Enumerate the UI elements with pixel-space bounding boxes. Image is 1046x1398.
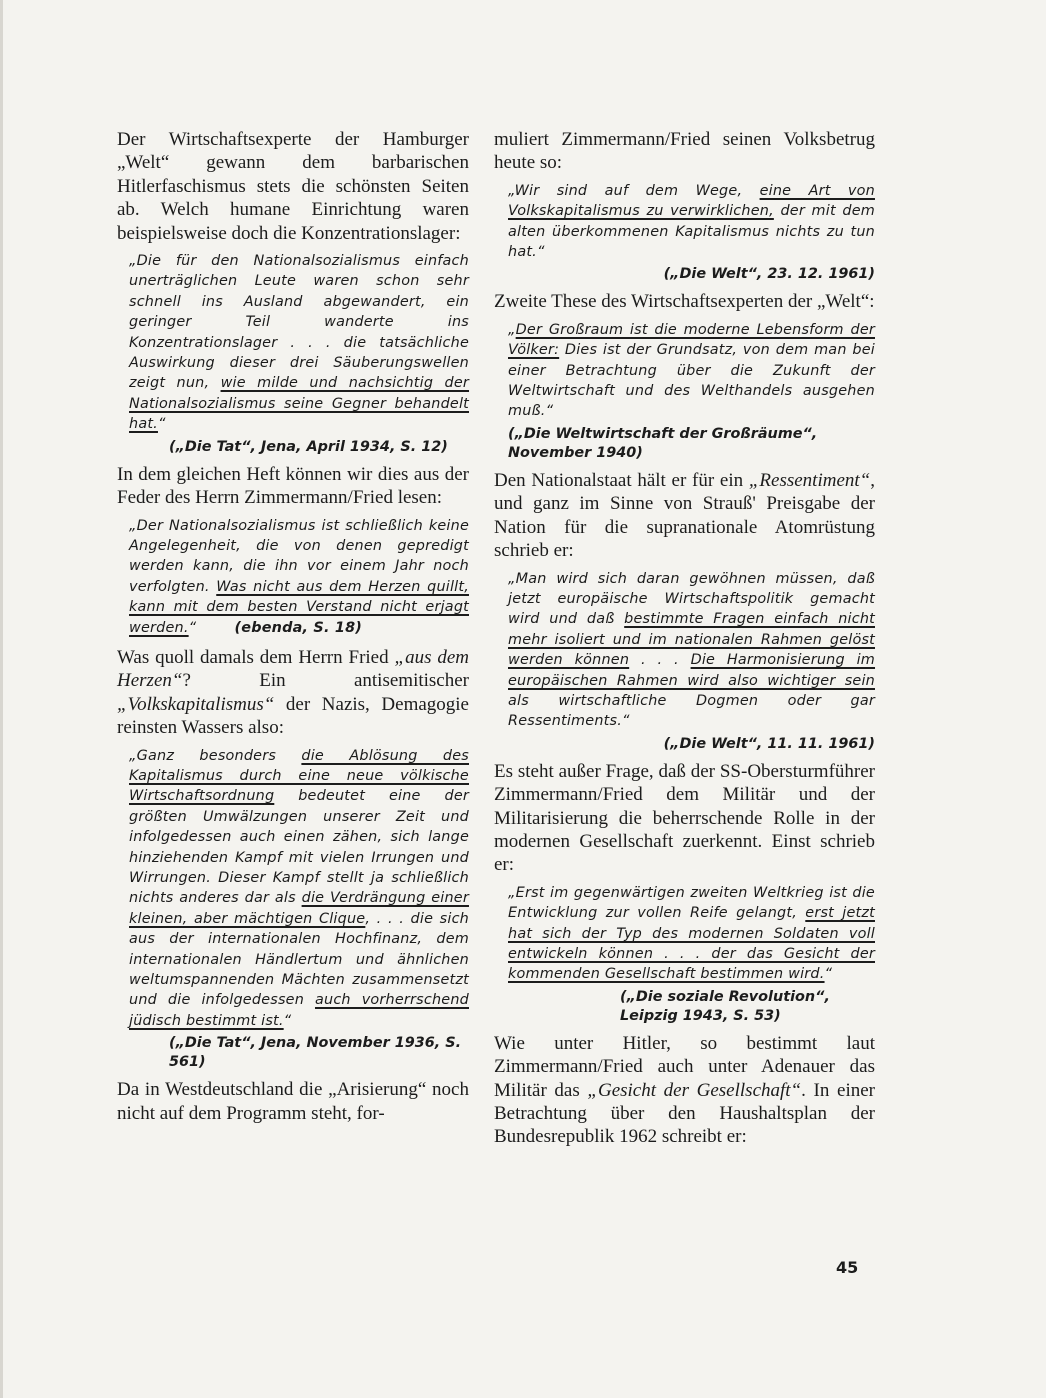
quote-source: Leipzig 1943, S. 53) <box>620 1007 781 1024</box>
paragraph: Was quoll damals dem Herrn Fried „aus dem Herzen“? Ein antisemitischer „Volkskapitalismus“ der Nazis, Demagogie reinsten Wassers also: <box>117 646 469 739</box>
quote-source: („Die Welt“, 23. 12. 1961) <box>663 266 875 283</box>
paragraph: Der Wirtschaftsexperte der Hamburger „Welt“ gewann dem barbarischen Hitlerfaschismus stets die schönsten Seiten ab. Welch humane Einrichtung waren beispielsweise doch die Konzentrationslager: <box>117 129 469 244</box>
underlined-phrase: auch vorherrschend jüdisch bestimmt ist. <box>129 992 469 1029</box>
underlined-phrase: bestimmte Fragen einfach nicht mehr isoliert und im nationalen Rahmen gelöst werden können <box>508 611 875 669</box>
paragraph: Wie unter Hitler, so bestimmt laut Zimmermann/Fried auch unter Adenauer das Militär das „Gesicht der Gesellschaft“. In einer Betrachtung über den Haushaltsplan der Bundesrepublik 1962 schreibt er: <box>494 1032 875 1148</box>
paragraph: In dem gleichen Heft können wir dies aus der Feder des Herrn Zimmermann/Fried lesen: <box>117 463 469 509</box>
paragraph: Den Nationalstaat hält er für ein „Ressentiment“, und ganz im Sinne von Strauß' Preisgabe der Nation für die supranationale Atomrüstung schrieb er: <box>494 469 875 562</box>
block-quote: „Der Nationalsozialismus ist schließlich keine Angelegenheit, die von denen gepredigt werden kann, die ihn vor einem Jahr noch verfolgten. Was nicht aus dem Herzen quillt, kann mit dem besten Verstand nicht erjagt werden.“ (ebenda, S. 18) <box>129 517 469 636</box>
paragraph: Zweite These des Wirtschaftsexperten der „Welt“: <box>494 291 875 313</box>
underlined-phrase: erst jetzt hat sich der Typ des modernen Soldaten voll entwickeln können . . . der das Gesicht der kommenden Gesellschaft bestimmen wird. <box>508 905 875 983</box>
underlined-phrase: Der Großraum ist die moderne Lebensform der Völker: <box>508 321 875 359</box>
underlined-phrase: eine Art von Volkskapitalismus zu verwirklichen, <box>508 182 875 220</box>
quote-source: („Die Weltwirtschaft der Großräume“, November 1940) <box>508 425 818 461</box>
quote-source: („Die Welt“, 11. 11. 1961) <box>663 735 875 752</box>
quote-source: („Die Tat“, Jena, November 1936, S. 561) <box>169 1035 462 1071</box>
page-number: 45 <box>836 1258 859 1277</box>
paragraph: muliert Zimmermann/Fried seinen Volksbetrug heute so: <box>494 129 875 174</box>
block-quote: „Die für den Nationalsozialismus einfach unerträglichen Leute waren schon sehr schnell ins Ausland abgewandert, ein geringer Teil wanderte ins Konzentrationslager . . . die tatsächliche Auswirkung dieser drei Säuberungswellen zeigt nun, wie milde und nachsichtig der Nationalsozialismus seine Gegner behandelt hat.“ <box>129 253 470 433</box>
underlined-phrase: die Verdrängung einer kleinen, aber mächtigen Clique <box>129 890 469 927</box>
underlined-phrase: wie milde und nachsichtig der Nationalsozialismus seine Gegner behandelt hat. <box>129 375 470 433</box>
paragraph: Es steht außer Frage, daß der SS-Obersturmführer Zimmermann/Fried dem Militär und der Militarisierung die beherrschende Rolle in der modernen Gesellschaft zuerkennt. Einst schrieb er: <box>494 760 875 876</box>
quote-source: („Die Tat“, Jena, April 1934, S. 12) <box>169 438 448 455</box>
quote-source: (ebenda, S. 18) <box>234 619 363 636</box>
underlined-phrase: die Ablösung des Kapitalismus durch eine neue völkische Wirtschaftsordnung <box>129 747 469 805</box>
block-quote: „Erst im gegenwärtigen zweiten Weltkrieg ist die Entwicklung zur vollen Reife gelangt, erst jetzt hat sich der Typ des modernen Soldaten voll entwickeln können . . . der das Gesicht der kommenden Gesellschaft bestimmen wird.“ <box>508 884 875 983</box>
underlined-phrase: Die Harmonisierung im europäischen Rahmen wird also wichtiger sein <box>508 652 876 689</box>
block-quote: „Der Großraum ist die moderne Lebensform der Völker: Dies ist der Grundsatz, von dem man bei einer Betrachtung über die Zukunft der Weltwirtschaft und des Welthandels ausgehen muß.“ <box>508 321 875 420</box>
block-quote: „Ganz besonders die Ablösung des Kapitalismus durch eine neue völkische Wirtschaftsordnung bedeutet eine der größten Umwälzungen unserer Zeit und infolgedessen auch einen zähen, sich lange hinziehenden Kampf mit vielen Irrungen und Wirrungen. Dieser Kampf stellt ja schließlich nichts anderes dar als die Verdrängung einer kleinen, aber mächtigen Clique, . . . die sich aus der internationalen Hochfinanz, dem internationalen Händlertum und ähnlichen weltumspannenden Mächten zusammensetzt und die infolgedessen auch vorherrschend jüdisch bestimmt ist.“ <box>129 747 469 1029</box>
quote-source: („Die soziale Revolution“, <box>620 988 830 1005</box>
left-column <box>117 128 469 1131</box>
block-quote: „Wir sind auf dem Wege, eine Art von Volkskapitalismus zu verwirklichen, der mit dem alten überkommenen Kapitalismus nichts zu tun hat.“ <box>508 182 875 261</box>
right-column <box>494 128 875 1155</box>
underlined-phrase: Was nicht aus dem Herzen quillt, kann mit dem besten Verstand nicht erjagt werden. <box>129 578 469 636</box>
paragraph: Da in Westdeutschland die „Arisierung“ noch nicht auf dem Programm steht, for- <box>117 1079 469 1124</box>
block-quote: „Man wird sich daran gewöhnen müssen, daß jetzt europäische Wirtschaftspolitik gemacht wird und daß bestimmte Fragen einfach nicht mehr isoliert und im nationalen Rahmen gelöst werden können . . . Die Harmonisierung im europäischen Rahmen wird also wichtiger sein als wirtschaftliche Dogmen oder gar Ressentiments.“ <box>508 570 876 730</box>
